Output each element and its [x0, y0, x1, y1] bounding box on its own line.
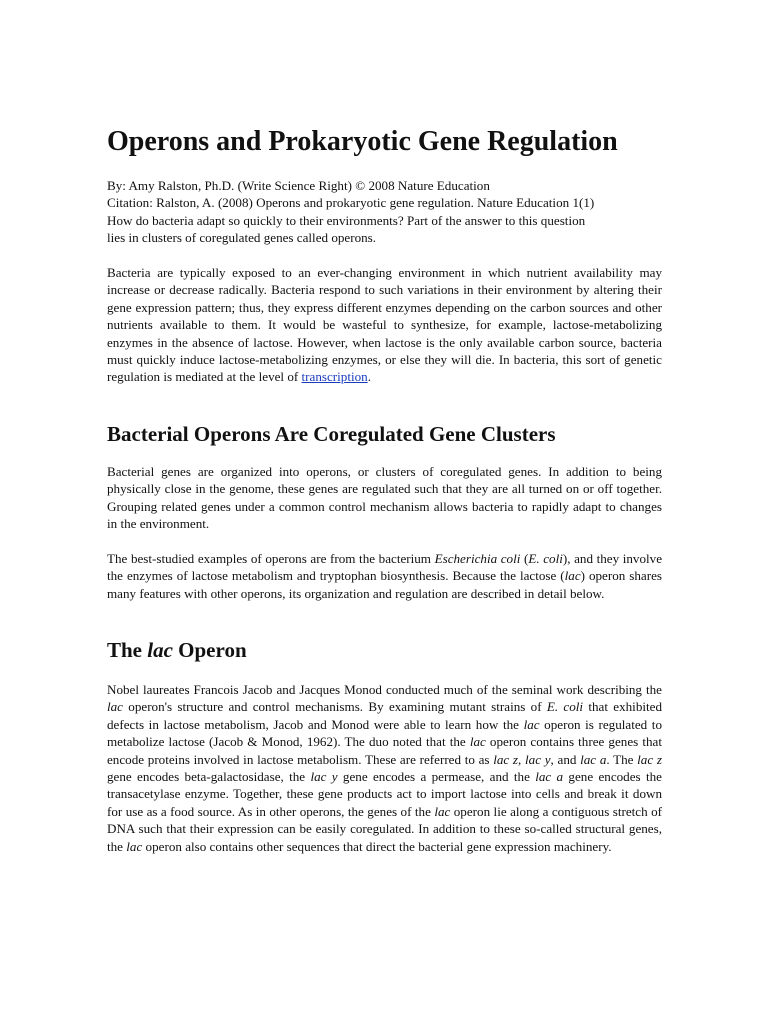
paragraph-operons-organization: Bacterial genes are organized into operons, or clusters of coregulated genes. In addition to being physically close in the genome, these genes are regulated such that they are all turned on or off together. Grouping related genes under a common control mechanism allows bacteria to rapidly adapt to changes in the environment. — [107, 464, 662, 532]
byline: By: Amy Ralston, Ph.D. (Write Science Right) © 2008 Nature Education — [107, 178, 490, 193]
intro-line-1: How do bacteria adapt so quickly to their environments? Part of the answer to this question — [107, 212, 586, 228]
citation: Citation: Ralston, A. (2008) Operons and prokaryotic gene regulation. Nature Education 1(1) — [107, 195, 595, 211]
paragraph-best-studied-operons: The best-studied examples of operons are from the bacterium Escherichia coli (E. coli), and they involve the enzymes of lactose metabolism and tryptophan biosynthesis. Because the lactose (lac) operon shares many features with other operons, its organization and regulation are described in detail below. — [107, 551, 663, 601]
transcription-link[interactable]: transcription — [301, 369, 368, 385]
article-meta — [107, 177, 662, 247]
paragraph-bacteria-environment: Bacteria are typically exposed to an ever-changing environment in which nutrient availability may increase or decrease radically. Bacteria respond to such variations in their environment by altering their gene expression pattern; thus, they express different enzymes depending on the carbon sources and other nutrients available to them. It would be wasteful to synthesize, for example, lactose-metabolizing enzymes in the absence of lactose. However, when lactose is the only available carbon source, bacteria must quickly induce lactose-metabolizing enzymes, or else they will die. In bacteria, this sort of genetic regulation is mediated at the level of transcription. — [107, 265, 662, 385]
section-heading-lac-operon: The lac Operon — [107, 638, 247, 662]
page-title: Operons and Prokaryotic Gene Regulation — [107, 126, 618, 157]
section-heading-operons: Bacterial Operons Are Coregulated Gene Clusters — [107, 422, 556, 446]
intro-line-2: lies in clusters of coregulated genes called operons. — [107, 230, 377, 246]
paragraph-jacob-monod: Nobel laureates Francois Jacob and Jacques Monod conducted much of the seminal work describing the lac operon's structure and control mechanisms. By examining mutant strains of E. coli that exhibited defects in lactose metabolism, Jacob and Monod were able to learn how the lac operon is regulated to metabolize lactose (Jacob & Monod, 1962). The duo noted that the lac operon contains three genes that encode proteins involved in lactose metabolism. These are referred to as lac z, lac y, and lac a. The lac z gene encodes beta-galactosidase, the lac y gene encodes a permease, and the lac a gene encodes the transacetylase enzyme. Together, these gene products act to import lactose into cells and break it down for use as a food source. As in other operons, the genes of the lac operon lie along a contiguous stretch of DNA such that their expression can be easily coregulated. In addition to these so-called structural genes, the lac operon also contains other sequences that direct the bacterial gene expression machinery. — [107, 682, 663, 854]
